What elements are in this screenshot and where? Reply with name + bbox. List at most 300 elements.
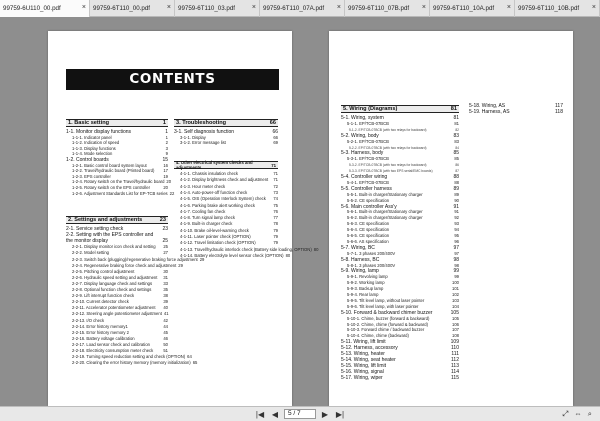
toc-entry-page: 102	[452, 292, 459, 297]
toc-entry[interactable]	[347, 157, 459, 162]
toc-entry-page: 88	[454, 179, 459, 185]
toc-entry-title: 3-1. Self diagnosis function	[174, 129, 235, 135]
toc-entry-title: 5-3. Harness, body	[341, 150, 384, 157]
toc-entry-title: 5-2-2. EP/TCB-07BCB (with two relays for backward)	[349, 145, 427, 150]
tab-document-4[interactable]	[345, 0, 430, 17]
toc-entry[interactable]	[72, 300, 168, 305]
toc-entry-page: 105	[452, 315, 459, 321]
toc-entry-page: 83	[453, 132, 459, 139]
toc-entry[interactable]	[347, 216, 459, 221]
toc-entry-title: 5-5. Controller harness	[341, 185, 392, 192]
toc-entry-page: 51	[163, 348, 168, 353]
toc-entry[interactable]	[72, 282, 168, 287]
toc-entry-page: 75	[273, 202, 278, 208]
toc-entry[interactable]	[72, 276, 168, 281]
toc-entry[interactable]	[72, 190, 175, 197]
toc-entry-page: 99	[454, 274, 459, 280]
toc-entry-page: 118	[555, 108, 563, 115]
toc-entry-page: 25	[162, 238, 168, 245]
toc-entry-title: 5-1-2. EP/TCB-07BCB (with two relays for backward)	[349, 127, 427, 132]
toc-entry-page: 19	[163, 173, 168, 179]
toc-entry-page: 33	[163, 280, 168, 286]
toc-entry-page: 91	[454, 209, 459, 215]
toc-entry-page: 40	[163, 305, 168, 311]
toc-entry[interactable]	[347, 287, 459, 292]
toc-entry-page: 86	[455, 163, 459, 168]
toc-entry-title: 5-9. Wiring, lamp	[341, 268, 379, 275]
toc-entry-page: 79	[273, 234, 278, 239]
tab-label: 99759-6T110_10A.pdf	[433, 5, 495, 12]
toc-entry-title: 2-2-15. Error history memory 2	[72, 329, 130, 335]
toc-entry[interactable]	[347, 240, 459, 245]
document-viewport[interactable]	[0, 17, 600, 406]
section-page: 1	[162, 120, 166, 126]
toc-entry-page: 50	[163, 341, 168, 347]
toc-entry[interactable]	[347, 323, 459, 328]
toc-entry[interactable]	[347, 275, 459, 280]
last-page-button[interactable]: ▶|	[335, 409, 345, 419]
toc-section-5[interactable]	[341, 105, 459, 113]
toc-entry-page: 93	[454, 221, 459, 227]
toc-entry-page: 38	[163, 293, 168, 299]
toc-entry-page: 79	[273, 227, 278, 233]
close-icon[interactable]: ×	[506, 4, 511, 11]
toc-entry-page: 100	[452, 280, 459, 286]
toc-entry-page: 87	[455, 169, 459, 174]
close-icon[interactable]: ×	[591, 4, 596, 11]
section-title: 4. Other electrical system checks and adjustments	[176, 160, 253, 170]
toc-entry-page: 91	[453, 203, 459, 210]
toc-entry-title: 1-2-1. Basic control board system layout	[72, 162, 147, 168]
toc-entry-page: 85	[454, 156, 459, 162]
toc-entry[interactable]	[347, 293, 459, 298]
toc-entry-page: 98	[454, 262, 459, 268]
toc-entry-page: 106	[452, 321, 459, 327]
toc-entry-title: 5-6-5. CE specification	[347, 233, 390, 238]
toc-entry-page: 77	[273, 215, 278, 221]
toc-entry[interactable]	[72, 251, 168, 256]
toc-entry-page: 80	[313, 246, 319, 252]
toc-entry-title: 2-2. Setting with the EPS controller and	[66, 232, 154, 239]
toc-entry[interactable]	[180, 185, 278, 190]
toc-entry-page: 71	[273, 171, 278, 176]
toc-entry[interactable]	[347, 281, 459, 286]
pdf-page-left	[48, 31, 319, 406]
toc-entry[interactable]	[349, 146, 459, 151]
toc-entry-title: 5-9-4. Rear lamp	[347, 292, 379, 297]
toc-entry-title: 5-19. Harness, AS	[469, 108, 510, 115]
toc-entry[interactable]	[347, 122, 459, 127]
tab-bar	[0, 0, 600, 17]
close-icon[interactable]: ×	[336, 4, 341, 11]
toc-entry-page: 76	[273, 208, 278, 214]
prev-page-button[interactable]: ◀	[271, 409, 279, 419]
toc-entry[interactable]	[72, 270, 168, 275]
toc-entry-page: 35	[163, 287, 168, 292]
toc-entry-title: 1-1-3. Display functions	[72, 145, 116, 151]
toc-entry[interactable]	[347, 181, 459, 186]
toc-entry-page: 29	[178, 262, 183, 268]
toc-entry-title: 2-2-11. Accelerator potentiometer adjustment	[72, 305, 156, 311]
toc-entry-page: 78	[273, 221, 278, 227]
toc-entry[interactable]	[72, 312, 168, 317]
toc-entry-page: 29	[199, 256, 205, 262]
toc-entry-title: 4-1-13. Travel/hydraulic interlock check (Battery side loading, OPTION)	[180, 246, 312, 252]
toc-entry-page: 84	[455, 145, 459, 150]
toc-entry-page: 71	[273, 177, 278, 183]
toc-entry[interactable]	[347, 228, 459, 233]
toc-entry[interactable]	[180, 229, 278, 234]
toc-entry-page: 1	[165, 129, 168, 135]
toc-entry-title: 5-8-1. 3 phases 200/400V	[347, 262, 396, 268]
contents-banner: CONTENTS	[66, 69, 279, 90]
toc-entry-page: 85	[453, 150, 459, 157]
section-title: 3. Troubleshooting	[176, 120, 227, 126]
page-number-field[interactable]: 5 / 7	[284, 409, 316, 419]
tab-label: 99759-6U110_00.pdf	[3, 5, 61, 12]
toc-entry-title: 5-6-3. CE specification	[347, 221, 390, 227]
toc-entry-title: 5-17. Wiring, wiper	[341, 374, 383, 381]
toc-entry-title: 5-1-1. EP/TCB-07BCB	[347, 120, 389, 126]
section-page: 71	[271, 162, 276, 168]
toc-entry-page: 27	[163, 250, 168, 256]
toc-entry-title: 1-1. Monitor display functions	[66, 129, 132, 135]
section-page: 81	[450, 106, 457, 112]
toc-entry-title: 5-10. Forward & backward chimer buzzer	[341, 309, 433, 316]
toc-entry-title: 5-6. Main controller Ass'y	[341, 203, 397, 210]
toc-entry[interactable]	[347, 264, 459, 269]
toc-entry[interactable]	[180, 216, 278, 221]
toc-entry-title: 5-18. Wiring, AS	[469, 103, 506, 109]
toc-entry-page: 97	[454, 250, 459, 256]
tab-document-1[interactable]	[90, 0, 175, 17]
toc-entry-title: 5-3-3. EP/TCB-07BCB (with two EPS serial/EMC boards)	[349, 169, 433, 174]
toc-entry-title: 1-2-5. Rotary switch on the EPS controller	[72, 185, 150, 190]
toc-entry-title: 4-1-4. Auto-power-off function check	[180, 189, 248, 195]
toc-entry-title: 5-5-1. Built-in charger/Stationary charger	[347, 191, 423, 197]
toc-entry-title: 5-6-1. Built-in charger/Stationary charger	[347, 209, 423, 215]
toc-entry-title: 5-7-1. 3 phases 200/400V	[347, 250, 396, 256]
toc-entry-title: 1-2-3. EPS controller	[72, 173, 111, 179]
toc-entry-page: 44	[163, 323, 168, 329]
toc-entry[interactable]	[347, 334, 459, 339]
toc-entry[interactable]	[72, 325, 168, 330]
toc-entry[interactable]	[349, 169, 459, 174]
toc-entry-title: 2-2-4. Regenerative braking force check and adjustment	[72, 262, 177, 268]
tab-document-3[interactable]	[260, 0, 345, 17]
toc-entry-page: 103	[452, 297, 459, 303]
section-title: 1. Basic setting	[68, 120, 110, 126]
toc-entry[interactable]	[180, 141, 278, 146]
toc-entry-title: 5-6-6. AS specification	[347, 238, 389, 244]
toc-entry-title: 2-2-3. Switch back (plugging)/regenerative braking force adjustment	[72, 256, 198, 262]
tab-label: 99759-6T110_00.pdf	[93, 5, 150, 12]
toc-entry-page: 115	[451, 374, 459, 381]
toc-entry-page: 45	[163, 329, 168, 335]
toc-entry[interactable]	[349, 163, 459, 168]
toc-entry-title: 4-1-8. Turn signal lamp check	[180, 215, 235, 221]
toc-entry[interactable]	[347, 199, 459, 204]
toc-entry-title: 4-1-9. Built-in charger check	[180, 221, 233, 227]
toc-entry-title: 5-5-2. CE specification	[347, 197, 390, 203]
toc-entry-page: 88	[453, 174, 459, 180]
fit-width-icon[interactable]: ⇔	[574, 409, 582, 418]
toc-entry[interactable]	[349, 128, 459, 133]
toc-entry-title: 2-2-10. Current detector check	[72, 299, 129, 305]
toc-entry-title: the monitor display	[66, 238, 108, 245]
toc-entry-title: 5-8. Harness, BC	[341, 256, 380, 263]
toc-entry-page: 110	[451, 345, 459, 352]
toc-entry[interactable]	[347, 210, 459, 215]
toc-entry-title: 4-1-10. Brake oil-level-warning check	[180, 227, 249, 233]
toc-entry[interactable]	[72, 337, 168, 342]
toc-entry-page: 92	[454, 215, 459, 221]
toc-entry-title: 3-1-1. Display	[180, 134, 206, 140]
toc-entry-title: 4-1-2. Display brightness check and adjustment	[180, 177, 269, 183]
toc-entry-title: 2-2-9. Lift interrupt function check	[72, 293, 135, 299]
toc-section-2[interactable]	[66, 216, 168, 224]
toc-entry-title: 5-10-2. Chime, chime (forward & backward)	[347, 321, 428, 327]
pdf-page-right	[329, 31, 573, 406]
toc-entry-page: 41	[163, 311, 169, 317]
close-icon[interactable]: ×	[81, 4, 86, 11]
toc-entry-page: 2	[165, 140, 168, 146]
toc-entry-page: 66	[272, 129, 278, 135]
toc-entry[interactable]	[347, 140, 459, 145]
toc-entry[interactable]	[180, 241, 278, 246]
toc-entry-page: 69	[273, 140, 278, 146]
toc-entry-title: 5-3-1. EP/TCB-07BCB	[347, 156, 389, 162]
toc-entry[interactable]	[180, 210, 278, 215]
toc-entry[interactable]	[72, 349, 168, 354]
toc-entry-title: 5-7. Wiring, BC	[341, 244, 375, 251]
toc-entry-title: 2-2-16. Battery voltage calibration	[72, 335, 135, 341]
toc-entry-title: 5-2-1. EP/TCB-07BCB	[347, 138, 389, 144]
toc-entry[interactable]	[180, 235, 278, 240]
toc-entry-title: 5-10-1. Chime, buzzer (forward & backward)	[347, 315, 430, 321]
tab-label: 99759-6T110_07B.pdf	[348, 5, 410, 12]
close-icon[interactable]: ×	[251, 4, 256, 11]
toc-entry-title: 1-1-2. Indication of speed	[72, 140, 120, 146]
toc-entry[interactable]	[72, 343, 168, 348]
toc-entry-title: 5-12. Harness, accessory	[341, 345, 398, 352]
toc-entry-title: 5-10-3. Forward chime / backward buzzer	[347, 327, 425, 333]
toc-entry-page: 64	[187, 354, 192, 360]
toc-entry-title: 4-1-6. Parking brake alert working check	[180, 202, 255, 208]
toc-entry[interactable]	[72, 319, 168, 324]
toc-entry-title: 3-1-2. Error message list	[180, 140, 226, 146]
toc-entry[interactable]	[180, 197, 278, 202]
toc-entry-title: 5-9-6. Tilt level lamp, with laser pointer	[347, 303, 419, 309]
toc-entry[interactable]	[347, 193, 459, 198]
toc-section-4[interactable]	[174, 161, 278, 169]
toc-entry-page: 81	[454, 120, 459, 126]
toc-section-1[interactable]	[66, 119, 168, 127]
toc-entry-page: 107	[452, 327, 459, 333]
toc-entry-title: 2-1. Service setting check	[66, 226, 124, 232]
section-page: 23	[159, 217, 166, 223]
toc-entry[interactable]	[180, 222, 278, 227]
toc-entry-page: 105	[450, 309, 459, 316]
toc-entry-title: 5-4-1. EP/TCB-07BCB	[347, 179, 389, 185]
toc-entry[interactable]	[72, 256, 205, 263]
toc-entry-page: 94	[454, 227, 459, 233]
toc-entry[interactable]	[347, 222, 459, 227]
toc-entry[interactable]	[180, 246, 319, 253]
toc-entry-page: 83	[454, 138, 459, 144]
toc-entry-title: 2-2-12. Steering angle potentiometer adjustment	[72, 311, 162, 317]
toc-entry[interactable]	[72, 288, 168, 293]
toc-entry[interactable]	[180, 252, 291, 259]
toc-entry-title: 1-2-2. Travel/hydraulic board (Printed board)	[72, 168, 155, 174]
toc-entry-page: 25	[163, 244, 168, 250]
toc-entry-page: 114	[451, 368, 459, 375]
toc-entry[interactable]	[180, 178, 278, 183]
toc-section-3[interactable]	[174, 119, 278, 127]
toc-entry-page: 96	[454, 238, 459, 244]
toc-entry-page: 109	[450, 339, 459, 346]
toc-entry-title: 5-6-2. Built-in charger/Stationary charger	[347, 215, 423, 221]
toc-entry-title: 2-2-14. Error history memory1	[72, 323, 128, 329]
toc-entry-page: 90	[454, 197, 459, 203]
toc-entry[interactable]	[72, 360, 198, 366]
toc-entry-page: 22	[169, 190, 175, 196]
toc-entry-page: 31	[163, 274, 168, 280]
toc-entry[interactable]	[347, 299, 459, 304]
next-page-button[interactable]: ▶	[321, 409, 329, 419]
toc-entry[interactable]	[72, 186, 168, 191]
tab-document-2[interactable]	[175, 0, 260, 17]
page-navigation-toolbar	[0, 406, 600, 421]
search-icon[interactable]: ⌕	[587, 409, 592, 418]
toc-entry[interactable]	[180, 191, 278, 196]
toc-entry-page: 113	[451, 362, 459, 369]
toc-entry-title: 4-1-12. Travel limitation check (OPTION)	[180, 240, 256, 246]
toc-entry-title: 5-6-4. CE specification	[347, 227, 390, 233]
toc-entry[interactable]	[347, 305, 459, 310]
toc-entry[interactable]	[72, 245, 168, 250]
toc-entry-title: 2-2-6. Hydraulic speed setting and adjustment	[72, 274, 158, 280]
toc-entry-page: 30	[163, 268, 168, 274]
toc-entry-page: 3	[165, 145, 168, 151]
toc-entry-page: 23	[162, 226, 168, 232]
toc-entry-title: 1-1-4. Mode selection	[72, 151, 113, 157]
toc-entry-title: 5-16. Wiring, signal	[341, 368, 384, 375]
toc-entry-title: 2-2-1. Display monitor icon check and setting	[72, 244, 156, 250]
toc-entry-title: 2-2-17. Load sensor check and calibration	[72, 341, 150, 347]
toc-entry-title: 4-1-3. Hour meter check	[180, 183, 226, 189]
toc-entry-page: 20	[163, 185, 168, 190]
section-page: 66	[269, 120, 276, 126]
toc-entry-title: 1-1-1. Indicator panel	[72, 134, 112, 140]
tab-document-5[interactable]	[430, 0, 515, 17]
close-icon[interactable]: ×	[421, 4, 426, 11]
toc-entry-title: 4-1-1. Chassis insulation check	[180, 171, 238, 176]
toc-entry-page: 104	[452, 303, 459, 309]
tab-label: 99759-6T110_10B.pdf	[518, 5, 580, 12]
toc-entry[interactable]	[347, 317, 459, 322]
toc-entry[interactable]	[180, 204, 278, 209]
toc-entry-page: 42	[163, 317, 168, 323]
toc-entry[interactable]	[180, 172, 278, 177]
toc-entry[interactable]	[72, 262, 183, 269]
toc-entry-title: 5-9-3. Backup lamp	[347, 286, 384, 292]
toc-entry-page: 101	[452, 286, 459, 292]
toc-entry[interactable]	[469, 110, 563, 116]
toc-entry-title: 5-4. Controller wiring	[341, 174, 388, 180]
toc-entry-page: 117	[555, 103, 563, 109]
toc-entry-title: 1-2. Control boards	[66, 157, 109, 163]
close-icon[interactable]: ×	[166, 4, 171, 11]
toc-entry-title: 5-3-2. EP/TCB-07BCB (with two relays for backward)	[349, 163, 427, 168]
toc-entry-page: 112	[451, 356, 459, 363]
toc-entry-title: 2-2-20. Clearing the error history memory (memory initialization)	[72, 360, 191, 366]
toc-entry-title: 5-9-2. Working lamp	[347, 280, 385, 286]
toc-entry-page: 80	[285, 252, 291, 258]
toc-entry-page: 81	[453, 115, 459, 121]
toc-entry[interactable]	[347, 234, 459, 239]
tab-label: 99759-6T110_03.pdf	[178, 5, 235, 12]
toc-entry-page: 16	[163, 162, 168, 168]
section-title: 2. Settings and adjustments	[68, 217, 143, 223]
toc-entry-title: 5-14. Wiring, seat heater	[341, 356, 396, 363]
toc-entry[interactable]	[72, 354, 192, 360]
tab-document-0[interactable]	[0, 0, 90, 17]
toc-entry-title: 2-2-7. Display language check and settings	[72, 280, 153, 286]
toc-entry-page: 82	[455, 127, 459, 132]
toc-entry-page: 1	[165, 134, 168, 140]
toc-entry-title: 5-9-1. Revolving lamp	[347, 274, 388, 280]
toc-entry-page: 111	[451, 351, 459, 357]
first-page-button[interactable]: |◀	[255, 409, 265, 419]
toc-entry-title: 4-1-7. Cooling fan check	[180, 208, 226, 214]
toc-entry-page: 89	[454, 191, 459, 197]
toc-entry-title: 5-9-5. Tilt level lamp, without laser pointer	[347, 297, 425, 303]
tab-document-6[interactable]	[515, 0, 600, 17]
toc-entry-page: 46	[163, 335, 168, 341]
toc-entry-title: 5-13. Wiring, heater	[341, 351, 385, 357]
toc-entry-page: 79	[273, 240, 278, 246]
toc-entry-page: 15	[162, 157, 168, 163]
toc-entry-title: 2-2-2. Model setting	[72, 250, 110, 256]
toc-entry[interactable]	[341, 376, 459, 382]
toc-entry-page: 65	[192, 360, 198, 366]
toc-entry-page: 95	[454, 233, 459, 238]
toc-entry[interactable]	[72, 294, 168, 299]
toc-entry-page: 9	[165, 151, 168, 157]
toc-entry[interactable]	[72, 331, 168, 336]
toc-entry-title: 2-2-8. Optional function check and settings	[72, 287, 152, 292]
toc-entry-title: 5-11. Wiring, lift limit	[341, 339, 386, 346]
toc-entry[interactable]	[347, 252, 459, 257]
toc-entry-title: 2-2-13. I/O check	[72, 317, 105, 323]
view-controls	[562, 409, 592, 419]
toc-entry-page: 39	[163, 299, 168, 305]
toc-entry-page: 74	[273, 196, 278, 202]
toc-entry-title: 4-1-14. Battery electrolyte level sensor check (OPTION)	[180, 252, 284, 258]
toc-entry-title: 5-15. Wiring, lift limit	[341, 362, 387, 369]
toc-entry-title: 5-1. Wiring, system	[341, 115, 384, 121]
toc-entry-title: 5-10-4. Chime, chime (backward)	[347, 333, 409, 339]
fit-page-icon[interactable]: ⤢	[562, 409, 569, 418]
toc-entry[interactable]	[347, 328, 459, 333]
toc-entry-page: 99	[453, 268, 459, 275]
section-title: 5. Wiring (Diagrams)	[343, 106, 398, 112]
toc-entry[interactable]	[72, 306, 168, 311]
tab-label: 99759-6T110_07A.pdf	[263, 5, 325, 12]
toc-entry-title: 2-2-19. Turning speed reduction setting and check (OPTION)	[72, 354, 186, 360]
toc-entry-title: 1-2-6. Adjustment Standards List for EP-TCB series	[72, 190, 168, 196]
